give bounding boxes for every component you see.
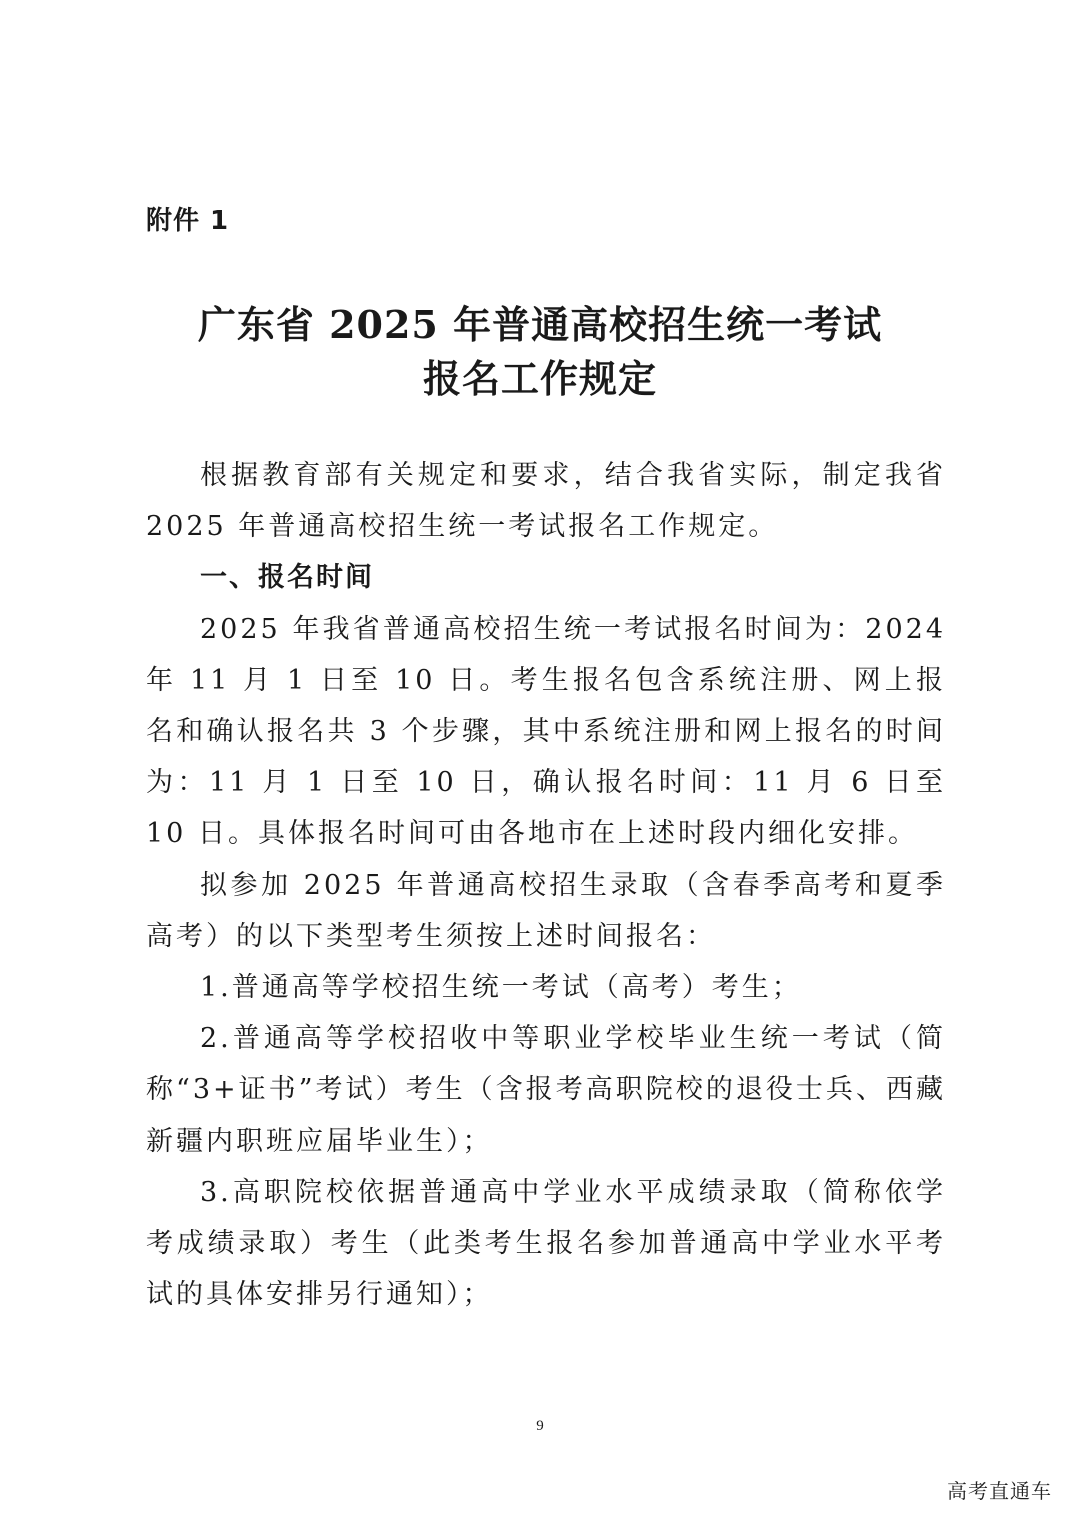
attachment-label: 附件 1 bbox=[146, 206, 230, 236]
list-item: 3.高职院校依据普通高中学业水平成绩录取（简称依学考成绩录取）考生（此类考生报名参加普通高中学业水平考试的具体安排另行通知）； bbox=[146, 1176, 946, 1311]
list-item: 1.普通高等学校招生统一考试（高考）考生； bbox=[200, 972, 802, 1004]
document-title-line1: 广东省 2025 年普通高校招生统一考试 bbox=[197, 302, 883, 347]
registration-time-paragraph: 2025 年我省普通高校招生统一考试报名时间为：2024 年 11 月 1 日至 10 日。考生报名包含系统注册、网上报名和确认报名共 3 个步骤，其中系统注册和网上报名的时间为：11 月 1 日至 10 日，确认报名时间：11 月 6 日至 10 日。具体报名时间可由各地市在上述时段内细化安排。 bbox=[146, 613, 946, 850]
page-number: 9 bbox=[536, 1418, 544, 1434]
document-title-line2: 报名工作规定 bbox=[422, 356, 657, 401]
document-body bbox=[146, 450, 946, 1320]
section-heading-registration-time: 一、报名时间 bbox=[200, 562, 374, 594]
list-item: 2.普通高等学校招收中等职业学校毕业生统一考试（简称“3+证书”考试）考生（含报考高职院校的退役士兵、西藏新疆内职班应届毕业生）； bbox=[146, 1023, 946, 1157]
intro-paragraph: 根据教育部有关规定和要求，结合我省实际，制定我省 2025 年普通高校招生统一考试报名工作规定。 bbox=[146, 460, 946, 543]
candidate-types-paragraph: 拟参加 2025 年普通高校招生录取（含春季高考和夏季高考）的以下类型考生须按上述时间报名： bbox=[146, 869, 946, 952]
watermark: 高考直通车 bbox=[947, 1479, 1052, 1503]
